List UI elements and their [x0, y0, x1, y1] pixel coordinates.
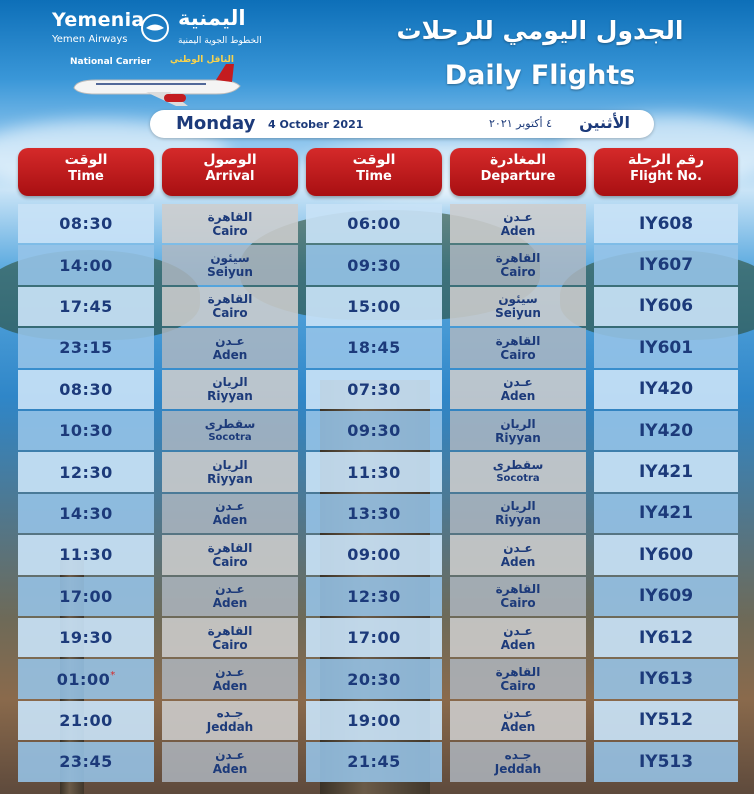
table-cell: [594, 535, 738, 574]
brand-subtitle-ar: الخطوط الجوية اليمنية: [178, 36, 262, 46]
table-cell: [162, 742, 298, 781]
table-cell: [162, 370, 298, 409]
arrival-city-en: Riyyan: [207, 389, 253, 404]
arrival-city-en: Cairo: [212, 637, 248, 652]
arrival-city-ar: الريان: [212, 458, 248, 473]
table-cell: [450, 370, 586, 409]
table-cell: [450, 701, 586, 740]
brand-name-ar: اليمنية: [178, 6, 246, 30]
header-label-ar: رقم الرحلة: [627, 152, 705, 168]
departure-time: 17:00: [347, 628, 401, 648]
table-cell: [162, 618, 298, 657]
arrival-time-column: [18, 204, 154, 784]
table-cell: [18, 245, 154, 284]
table-cell: [450, 659, 586, 698]
table-cell: [162, 328, 298, 367]
flight-number: IY513: [638, 751, 694, 772]
departure-city-en: Riyyan: [495, 513, 541, 528]
arrival-city-en: Cairo: [212, 223, 248, 238]
departure-city-ar: جـده: [504, 747, 532, 762]
table-cell: [18, 370, 154, 409]
table-cell: [450, 245, 586, 284]
arrival-city-en: Aden: [212, 679, 248, 694]
departure-city-en: Aden: [500, 389, 536, 404]
departure-city-ar: عـدن: [503, 706, 533, 721]
flight-number: IY606: [638, 296, 694, 317]
departure-time: 12:30: [347, 586, 401, 606]
departure-time: 07:30: [347, 379, 401, 399]
arrival-time: 11:30: [59, 545, 113, 565]
page-title-ar: الجدول اليومي للرحلات: [396, 16, 684, 45]
arrival-city-en: Aden: [212, 596, 248, 611]
flight-number: IY421: [638, 503, 694, 524]
national-carrier-ar: الناقل الوطني: [170, 55, 234, 65]
header-label-ar: الوقت: [352, 152, 396, 168]
departure-city-en: Aden: [500, 720, 536, 735]
table-cell: [594, 245, 738, 284]
departure-city-ar: عـدن: [503, 623, 533, 638]
table-cell: [306, 742, 442, 781]
departure-city-en: Riyyan: [495, 430, 541, 445]
table-cell: [162, 204, 298, 243]
table-cell: [306, 245, 442, 284]
arrival-time: 01:00: [56, 669, 111, 689]
departure-city-en: Cairo: [500, 347, 536, 362]
departure-city-ar: القاهرة: [495, 251, 541, 266]
table-cell: [18, 494, 154, 533]
table-cell: [594, 577, 738, 616]
table-cell: [18, 742, 154, 781]
table-cell: [306, 370, 442, 409]
table-cell: [306, 535, 442, 574]
table-cell: [594, 370, 738, 409]
departure-city-ar: الريان: [500, 499, 536, 514]
departure-city-en: Aden: [500, 223, 536, 238]
date-en: 4 October 2021: [268, 118, 364, 131]
flight-number: IY601: [638, 337, 694, 358]
header-arrival: [162, 148, 298, 196]
arrival-city-ar: القاهرة: [207, 209, 253, 224]
flight-number: IY608: [638, 213, 694, 234]
next-day-marker: *: [110, 669, 116, 681]
departure-time: 09:30: [347, 421, 401, 441]
table-cell: [594, 411, 738, 450]
flight-number: IY609: [638, 586, 694, 607]
arrival-city-en: Aden: [212, 761, 248, 776]
table-cell: [162, 452, 298, 491]
arrival-time-wrapper: [57, 670, 115, 689]
arrival-city-en: Cairo: [212, 554, 248, 569]
departure-city-en: Cairo: [500, 679, 536, 694]
departure-time: 20:30: [347, 669, 401, 689]
table-cell: [450, 618, 586, 657]
table-cell: [306, 328, 442, 367]
national-carrier-en: National Carrier: [70, 57, 152, 67]
departure-time: 06:00: [347, 214, 401, 234]
date-ar: ٤ أكتوبر ٢٠٢١: [489, 117, 552, 130]
flight-number: IY613: [638, 669, 694, 690]
arrival-city-ar: القاهرة: [207, 623, 253, 638]
table-cell: [162, 494, 298, 533]
table-cell: [306, 204, 442, 243]
arrival-city-ar: عـدن: [215, 333, 245, 348]
table-cell: [306, 659, 442, 698]
arrival-time: 08:30: [59, 379, 113, 399]
header-label-en: Arrival: [205, 169, 255, 184]
arrival-city-en: Socotra: [208, 431, 252, 443]
arrival-city-ar: القاهرة: [207, 292, 253, 307]
table-cell: [450, 204, 586, 243]
header-label-ar: الوصول: [203, 152, 257, 168]
table-cell: [18, 618, 154, 657]
departure-city-en: Aden: [500, 637, 536, 652]
arrival-city-en: Riyyan: [207, 472, 253, 487]
table-cell: [18, 452, 154, 491]
table-cell: [306, 701, 442, 740]
arrival-time: 14:00: [59, 255, 113, 275]
header-label-en: Departure: [480, 169, 556, 184]
table-cell: [450, 577, 586, 616]
departure-column: [450, 204, 586, 784]
airplane-icon: [66, 62, 246, 108]
table-cell: [594, 328, 738, 367]
table-cell: [594, 701, 738, 740]
header-label-en: Time: [68, 169, 104, 184]
day-ar: الأثنين: [579, 113, 630, 132]
arrival-city-ar: الريان: [212, 375, 248, 390]
departure-time: 19:00: [347, 710, 401, 730]
departure-time: 21:45: [347, 752, 401, 772]
departure-city-ar: سيئون: [498, 292, 538, 307]
departure-city-ar: عـدن: [503, 540, 533, 555]
table-cell: [162, 287, 298, 326]
header-departure: [450, 148, 586, 196]
departure-time: 09:30: [347, 255, 401, 275]
header-label-ar: الوقت: [64, 152, 108, 168]
table-cell: [594, 452, 738, 491]
header-departure-time: [306, 148, 442, 196]
arrival-city-ar: القاهرة: [207, 540, 253, 555]
flight-number: IY607: [638, 255, 694, 276]
arrival-time: 17:00: [59, 586, 113, 606]
departure-city-en: Seiyun: [495, 306, 541, 321]
departure-city-en: Aden: [500, 554, 536, 569]
table-cell: [18, 328, 154, 367]
table-cell: [18, 287, 154, 326]
departure-city-ar: القاهرة: [495, 333, 541, 348]
arrival-city-ar: جـده: [216, 706, 244, 721]
departure-city-ar: سقطرى: [492, 458, 544, 473]
table-cell: [162, 245, 298, 284]
flight-number: IY420: [638, 379, 694, 400]
table-cell: [450, 535, 586, 574]
brand-subtitle-en: Yemen Airways: [52, 34, 128, 45]
arrival-time: 14:30: [59, 503, 113, 523]
departure-time: 09:00: [347, 545, 401, 565]
table-cell: [18, 701, 154, 740]
table-cell: [594, 659, 738, 698]
table-cell: [306, 618, 442, 657]
departure-city-en: Jeddah: [494, 761, 542, 776]
table-cell: [162, 577, 298, 616]
table-cell: [18, 411, 154, 450]
arrival-time: 23:15: [59, 338, 113, 358]
departure-city-en: Cairo: [500, 596, 536, 611]
header-label-ar: المغادرة: [489, 152, 547, 168]
table-cell: [594, 494, 738, 533]
arrival-city-ar: عـدن: [215, 582, 245, 597]
table-cell: [306, 287, 442, 326]
flight-number: IY600: [638, 544, 694, 565]
table-cell: [162, 411, 298, 450]
table-cell: [18, 577, 154, 616]
table-cell: [594, 287, 738, 326]
arrival-time: 10:30: [59, 421, 113, 441]
arrival-time: 17:45: [59, 296, 113, 316]
table-cell: [450, 742, 586, 781]
arrival-column: [162, 204, 298, 784]
arrival-city-en: Jeddah: [206, 720, 254, 735]
arrival-time: 12:30: [59, 462, 113, 482]
departure-time: 13:30: [347, 503, 401, 523]
flight-number: IY421: [638, 462, 694, 483]
arrival-city-en: Seiyun: [207, 265, 253, 280]
header-flight-number: [594, 148, 738, 196]
table-cell: [450, 411, 586, 450]
flight-number-column: [594, 204, 738, 784]
table-cell: [450, 287, 586, 326]
page-title-en: Daily Flights: [444, 60, 636, 91]
table-cell: [18, 659, 154, 698]
arrival-time: 08:30: [59, 214, 113, 234]
arrival-city-ar: سيئون: [210, 251, 250, 266]
flight-number: IY420: [638, 420, 694, 441]
departure-time: 18:45: [347, 338, 401, 358]
departure-city-ar: القاهرة: [495, 665, 541, 680]
header: [0, 0, 754, 110]
departure-city-ar: عـدن: [503, 375, 533, 390]
date-bar: [150, 110, 654, 138]
table-cell: [162, 701, 298, 740]
departure-time: 15:00: [347, 296, 401, 316]
arrival-time: 21:00: [59, 710, 113, 730]
departure-city-ar: عـدن: [503, 209, 533, 224]
table-cell: [306, 577, 442, 616]
header-label-en: Time: [356, 169, 392, 184]
brand-name-en: Yemenia: [52, 9, 145, 31]
table-cell: [162, 535, 298, 574]
arrival-city-ar: عـدن: [215, 665, 245, 680]
header-label-en: Flight No.: [630, 169, 702, 184]
arrival-city-en: Aden: [212, 347, 248, 362]
departure-city-ar: الريان: [500, 416, 536, 431]
table-cell: [594, 742, 738, 781]
departure-time: 11:30: [347, 462, 401, 482]
table-cell: [18, 535, 154, 574]
header-arrival-time: [18, 148, 154, 196]
table-cell: [18, 204, 154, 243]
arrival-time: 23:45: [59, 752, 113, 772]
departure-city-en: Cairo: [500, 265, 536, 280]
departure-time-column: [306, 204, 442, 784]
arrival-city-ar: عـدن: [215, 499, 245, 514]
table-cell: [162, 659, 298, 698]
table-cell: [450, 452, 586, 491]
day-en: Monday: [176, 113, 256, 134]
arrival-city-en: Aden: [212, 513, 248, 528]
table-cell: [306, 411, 442, 450]
table-cell: [594, 618, 738, 657]
flight-number: IY512: [638, 710, 694, 731]
flight-number: IY612: [638, 627, 694, 648]
departure-city-en: Socotra: [496, 473, 540, 485]
arrival-city-ar: سقطرى: [204, 416, 256, 431]
table-cell: [306, 452, 442, 491]
airline-emblem-icon: [140, 13, 170, 43]
arrival-city-ar: عـدن: [215, 747, 245, 762]
arrival-city-en: Cairo: [212, 306, 248, 321]
table-cell: [594, 204, 738, 243]
arrival-time: 19:30: [59, 628, 113, 648]
table-cell: [450, 328, 586, 367]
table-cell: [306, 494, 442, 533]
departure-city-ar: القاهرة: [495, 582, 541, 597]
table-cell: [450, 494, 586, 533]
